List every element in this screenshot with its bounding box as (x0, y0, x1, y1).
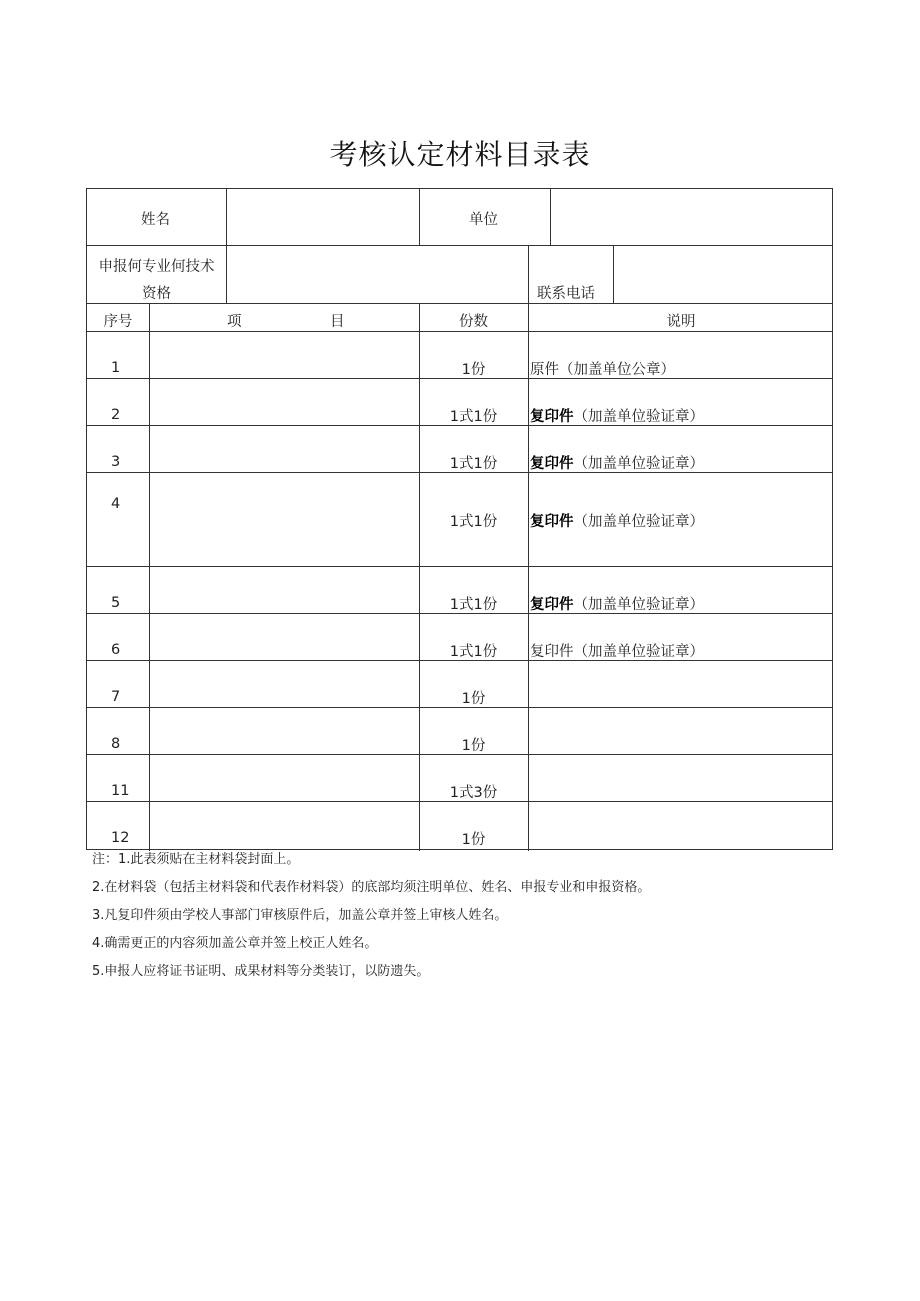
notes (92, 850, 650, 990)
row-count: 1式1份 (449, 644, 498, 660)
divider (87, 303, 832, 304)
row-desc-bold: 复印件 (530, 409, 574, 425)
row-desc (530, 405, 704, 426)
divider (87, 331, 832, 332)
divider (149, 303, 150, 851)
row-seq: 2 (111, 407, 121, 423)
phone-label: 联系电话 (537, 286, 595, 302)
divider (87, 566, 832, 567)
name-label: 姓名 (141, 212, 170, 228)
col-desc: 说明 (666, 314, 696, 330)
divider (226, 245, 227, 303)
col-count: 份数 (459, 314, 488, 330)
row-desc-text: （加盖单位验证章） (573, 456, 704, 472)
note-line: 2.在材料袋（包括主材料袋和代表作材料袋）的底部均须注明单位、姓名、申报专业和申报资格。 (92, 880, 651, 895)
row-seq: 1 (111, 360, 121, 376)
row-desc (530, 593, 704, 614)
qualification-label: 申报何专业何技术 (98, 259, 215, 275)
row-seq: 7 (111, 689, 121, 705)
row-count: 1式1份 (449, 597, 498, 613)
divider (87, 245, 832, 246)
row-seq: 8 (111, 736, 121, 752)
row-seq: 4 (111, 496, 121, 512)
row-desc-bold: 复印件 (530, 597, 574, 613)
note-line: 4.确需更正的内容须加盖公章并签上校正人姓名。 (92, 936, 378, 951)
row-seq: 6 (111, 642, 121, 658)
row-count: 1份 (461, 691, 486, 707)
row-desc-text: （加盖单位验证章） (573, 597, 704, 613)
row-count: 1式1份 (449, 514, 498, 530)
row-desc (530, 510, 704, 531)
divider (226, 189, 227, 245)
row-seq: 12 (111, 830, 130, 846)
row-desc (530, 358, 675, 379)
note-line: 5.申报人应将证书证明、成果材料等分类装订，以防遗失。 (92, 964, 430, 979)
row-desc-bold: 复印件 (530, 456, 574, 472)
row-desc-text: 复印件（加盖单位验证章） (530, 644, 704, 660)
divider (528, 245, 529, 303)
row-desc-text: （加盖单位验证章） (573, 514, 704, 530)
row-count: 1式1份 (449, 456, 498, 472)
unit-label: 单位 (469, 212, 498, 228)
row-seq: 11 (111, 783, 130, 799)
row-count: 1份 (461, 362, 486, 378)
materials-table (86, 188, 833, 850)
row-seq: 5 (111, 595, 121, 611)
row-desc-bold: 复印件 (530, 514, 574, 530)
divider (550, 189, 551, 245)
col-item-a: 项 (227, 314, 242, 330)
divider (528, 303, 529, 851)
divider (419, 303, 420, 851)
divider (419, 189, 420, 245)
row-count: 1式3份 (449, 785, 498, 801)
row-seq: 3 (111, 454, 121, 470)
row-count: 1份 (461, 738, 486, 754)
row-desc-text: （加盖单位验证章） (573, 409, 704, 425)
note-line: 3.凡复印件须由学校人事部门审核原件后，加盖公章并签上审核人姓名。 (92, 908, 508, 923)
note-line: 注：1.此表须贴在主材料袋封面上。 (92, 852, 300, 867)
col-seq: 序号 (103, 314, 133, 330)
qualification-label-cont: 资格 (142, 286, 171, 302)
row-count: 1式1份 (449, 409, 498, 425)
page-title: 考核认定材料目录表 (329, 138, 591, 171)
row-desc-text: 原件（加盖单位公章） (530, 362, 675, 378)
row-count: 1份 (461, 832, 486, 848)
row-desc (530, 640, 704, 661)
col-item-b: 目 (330, 314, 345, 330)
row-desc (530, 452, 704, 473)
divider (613, 245, 614, 303)
